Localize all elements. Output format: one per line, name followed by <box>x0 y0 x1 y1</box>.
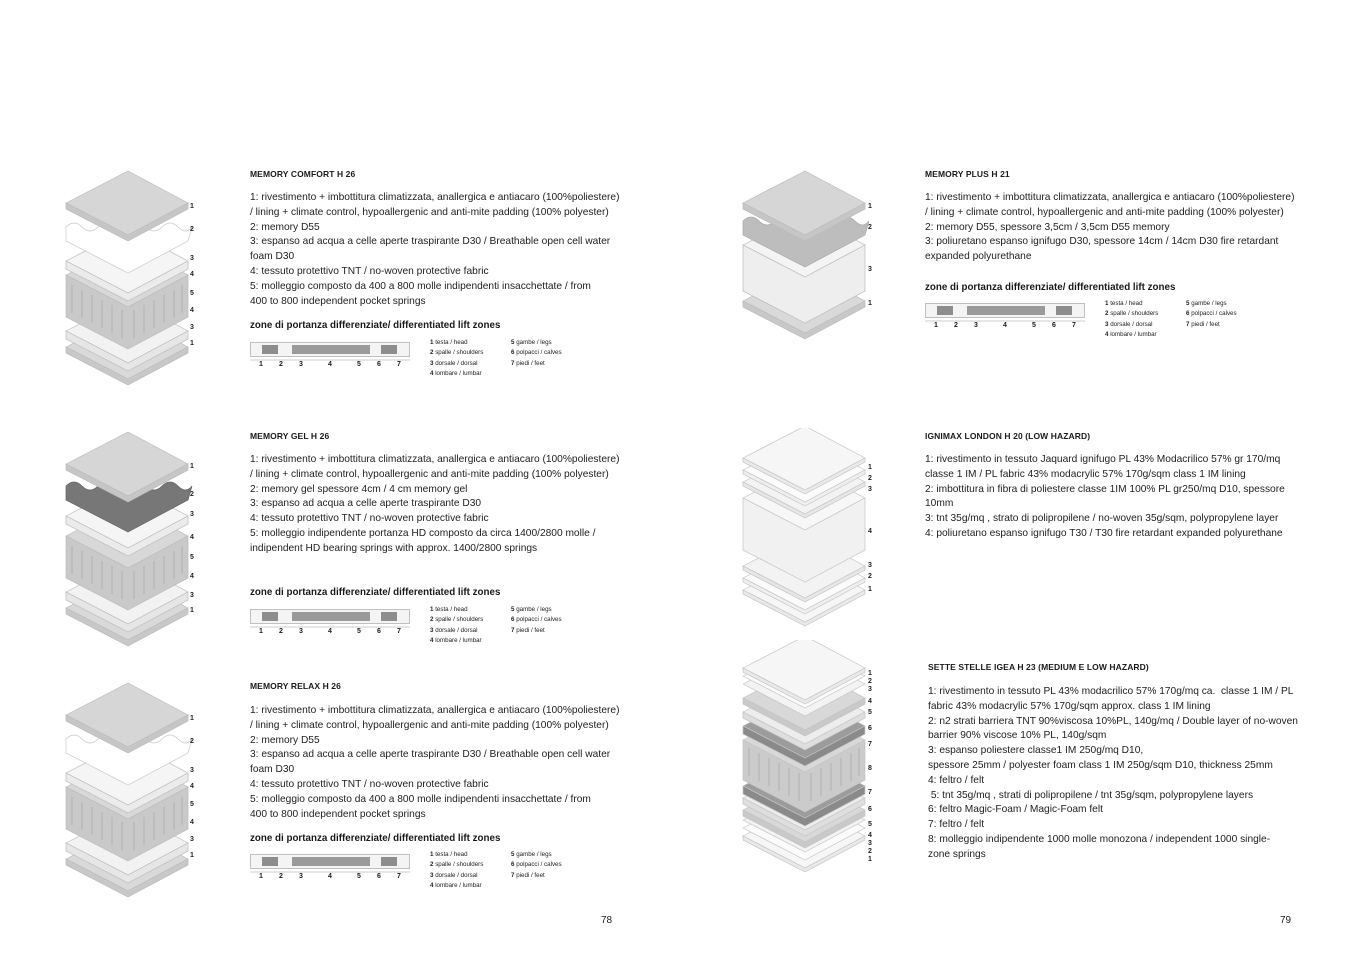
mattress-layers-illustration <box>735 640 885 872</box>
description-line: expanded polyurethane <box>925 251 1032 263</box>
description-line: 1: rivestimento + imbottitura climatizzata, anallergica e antiacaro (100%poliestere) <box>250 705 620 716</box>
description-line: 4: tessuto protettivo TNT / no-woven protective fabric <box>250 778 489 790</box>
description-line: 2: n2 strati barriera TNT 90%viscosa 10%PL, 140g/mq / Double layer of no-woven <box>928 715 1298 727</box>
layer-number: 1 <box>868 203 872 210</box>
description-line: 1: rivestimento + imbottitura climatizzata, anallergica e antiacaro (100%poliestere) <box>250 192 620 203</box>
product-description <box>250 704 630 822</box>
description-line: 400 to 800 independent pocket springs <box>250 295 426 307</box>
layer-number: 4 <box>190 307 194 314</box>
zone-number: 3 <box>974 322 978 329</box>
layer-number: 5 <box>868 821 872 828</box>
zone-number: 3 <box>299 873 303 880</box>
description-line: indipendent HD bearing springs with approx. 1400/2800 springs <box>250 542 538 554</box>
mattress-layers-illustration <box>58 426 208 648</box>
layer-number: 3 <box>190 592 194 599</box>
description-line: foam D30 <box>250 764 295 776</box>
description-line: 4: poliuretano espanso ignifugo T30 / T30 fire retardant expanded polyurethane <box>925 527 1283 539</box>
layer-number: 3 <box>190 324 194 331</box>
layer-number: 1 <box>190 607 194 614</box>
zones-title: zone di portanza differenziate/ differentiated lift zones <box>250 833 501 844</box>
layer-number: 2 <box>868 678 872 685</box>
product-title: MEMORY PLUS H 21 <box>925 169 1010 179</box>
layer-number: 3 <box>868 486 872 493</box>
description-line: 6: feltro Magic-Foam / Magic-Foam felt <box>928 804 1103 816</box>
description-line: 3: poliuretano espanso ignifugo D30, spessore 14cm / 14cm D30 fire retardant <box>925 236 1279 248</box>
description-line: 7: feltro / felt <box>928 819 985 831</box>
mattress-layers-illustration <box>58 165 208 387</box>
layer-number: 4 <box>190 783 194 790</box>
zone-number: 4 <box>328 628 332 635</box>
layer-number: 1 <box>190 852 194 859</box>
description-line: barrier 90% viscose 10% PL, 140g/sqm <box>928 730 1107 742</box>
zone-diagram: 1 2 3 4 5 6 7 1 testa / head 2 spalle / shoulders 3 dorsale / dorsal 4 lombare / lumbar 5 gambe / legs 6 polpacci / calves 7 piedi / feet <box>925 301 1255 345</box>
layer-number: 3 <box>868 266 872 273</box>
zone-diagram: 1 2 3 4 5 6 7 1 testa / head 2 spalle / shoulders 3 dorsale / dorsal 4 lombare / lumbar 5 gambe / legs 6 polpacci / calves 7 piedi / feet <box>250 340 580 384</box>
layer-number: 6 <box>868 806 872 813</box>
description-line: 1: rivestimento in tessuto PL 43% modacrilico 57% 170g/mq ca. classe 1 IM / PL <box>928 686 1294 697</box>
layer-number: 1 <box>190 203 194 210</box>
description-line: zone springs <box>928 848 986 860</box>
mattress-layers-illustration <box>735 428 885 628</box>
description-line: / lining + climate control, hypoallergenic and anti-mite padding (100% polyester) <box>250 719 609 731</box>
mattress-layers-illustration <box>58 677 208 899</box>
zone-number: 1 <box>259 873 263 880</box>
description-line: foam D30 <box>250 251 295 263</box>
layer-number: 2 <box>868 224 872 231</box>
layer-number: 4 <box>868 698 872 705</box>
mattress-layers-illustration <box>735 165 885 340</box>
description-line: 4: feltro / felt <box>928 774 985 786</box>
layer-number: 4 <box>190 573 194 580</box>
zone-number: 7 <box>397 873 401 880</box>
zone-number: 3 <box>299 361 303 368</box>
product-title: IGNIMAX LONDON H 20 (LOW HAZARD) <box>925 431 1091 441</box>
zone-number: 1 <box>934 322 938 329</box>
description-line: 1: rivestimento in tessuto Jaquard ignifugo PL 43% Modacrilico 57% gr 170/mq <box>925 454 1281 465</box>
layer-number: 1 <box>190 463 194 470</box>
description-line: / lining + climate control, hypoallergenic and anti-mite padding (100% polyester) <box>250 206 609 218</box>
layer-number: 1 <box>190 715 194 722</box>
zone-number: 4 <box>328 873 332 880</box>
zone-number: 7 <box>1072 322 1076 329</box>
description-line: 4: tessuto protettivo TNT / no-woven protective fabric <box>250 265 489 277</box>
description-line: 3: tnt 35g/mq , strato di polipropilene / no-woven 35g/sqm, polypropylene layer <box>925 513 1279 525</box>
product-description <box>925 191 1315 265</box>
layer-number: 1 <box>190 340 194 347</box>
layer-number: 4 <box>190 534 194 541</box>
layer-number: 1 <box>868 670 872 677</box>
zone-number: 5 <box>357 873 361 880</box>
layer-number: 5 <box>190 554 194 561</box>
description-line: 2: imbottitura in fibra di poliestere classe 1IM 100% PL gr250/mq D10, spessore <box>925 483 1285 495</box>
zone-number: 7 <box>397 628 401 635</box>
layer-number: 4 <box>190 271 194 278</box>
page-number-right: 79 <box>1280 915 1292 926</box>
zone-number: 5 <box>357 628 361 635</box>
description-line: 3: espanso ad acqua a celle aperte traspirante D30 <box>250 498 482 510</box>
layer-number: 2 <box>868 573 872 580</box>
layer-number: 3 <box>190 836 194 843</box>
zone-number: 7 <box>397 361 401 368</box>
zone-number: 2 <box>279 361 283 368</box>
layer-number: 6 <box>868 725 872 732</box>
layer-number: 1 <box>868 586 872 593</box>
layer-number: 5 <box>868 709 872 716</box>
product-description <box>250 191 630 309</box>
description-line: 5: tnt 35g/mq , strati di polipropilene / tnt 35g/sqm, polypropylene layers <box>928 789 1254 801</box>
description-line: 2: memory D55 <box>250 734 320 746</box>
zone-number: 4 <box>1003 322 1007 329</box>
layer-number: 3 <box>868 840 872 847</box>
layer-number: 3 <box>190 511 194 518</box>
layer-number: 5 <box>190 290 194 297</box>
description-line: 5: molleggio composto da 400 a 800 molle indipendenti insacchettate / from <box>250 793 591 805</box>
layer-number: 5 <box>190 801 194 808</box>
layer-number: 7 <box>868 741 872 748</box>
product-title: SETTE STELLE IGEA H 23 (MEDIUM E LOW HAZARD) <box>928 662 1149 672</box>
zones-title: zone di portanza differenziate/ differentiated lift zones <box>925 282 1176 293</box>
layer-number: 1 <box>868 856 872 863</box>
description-line: classe 1 IM / PL fabric 43% modacrylic 57% 170g/sqm class 1 IM lining <box>925 468 1246 480</box>
page-number-left: 78 <box>601 915 613 926</box>
zones-title: zone di portanza differenziate/ differentiated lift zones <box>250 587 501 598</box>
zone-number: 6 <box>377 628 381 635</box>
description-line: 3: espanso ad acqua a celle aperte traspirante D30 / Breathable open cell water <box>250 236 611 248</box>
description-line: 8: molleggio indipendente 1000 molle monozona / independent 1000 single- <box>928 833 1271 845</box>
zone-number: 5 <box>1032 322 1036 329</box>
layer-number: 2 <box>190 491 194 498</box>
zone-number: 4 <box>328 361 332 368</box>
layer-number: 7 <box>868 789 872 796</box>
layer-number: 4 <box>190 819 194 826</box>
description-line: 2: memory D55 <box>250 221 320 233</box>
layer-number: 2 <box>190 738 194 745</box>
description-line: 3: espanso poliestere classe1 IM 250g/mq D10, <box>928 745 1144 757</box>
zone-number: 2 <box>279 628 283 635</box>
layer-number: 1 <box>868 464 872 471</box>
zone-number: 6 <box>377 361 381 368</box>
description-line: 2: memory gel spessore 4cm / 4 cm memory gel <box>250 483 468 495</box>
layer-number: 1 <box>868 300 872 307</box>
zone-number: 1 <box>259 628 263 635</box>
description-line: 10mm <box>925 498 954 510</box>
layer-number: 3 <box>190 255 194 262</box>
description-line: 400 to 800 independent pocket springs <box>250 808 426 820</box>
layer-number: 2 <box>868 475 872 482</box>
zone-number: 6 <box>377 873 381 880</box>
product-title: MEMORY RELAX H 26 <box>250 681 341 691</box>
zone-diagram: 1 2 3 4 5 6 7 1 testa / head 2 spalle / shoulders 3 dorsale / dorsal 4 lombare / lumbar 5 gambe / legs 6 polpacci / calves 7 piedi / feet <box>250 607 580 651</box>
description-line: spessore 25mm / polyester foam class 1 IM 250g/sqm D10, thickness 25mm <box>928 759 1273 771</box>
zone-number: 3 <box>299 628 303 635</box>
description-line: / lining + climate control, hypoallergenic and anti-mite padding (100% polyester) <box>925 206 1284 218</box>
description-line: 3: espanso ad acqua a celle aperte traspirante D30 / Breathable open cell water <box>250 749 611 761</box>
zone-number: 5 <box>357 361 361 368</box>
product-title: MEMORY COMFORT H 26 <box>250 169 356 179</box>
description-line: / lining + climate control, hypoallergenic and anti-mite padding (100% polyester) <box>250 468 609 480</box>
product-description <box>250 453 630 557</box>
zone-diagram: 1 2 3 4 5 6 7 1 testa / head 2 spalle / shoulders 3 dorsale / dorsal 4 lombare / lumbar 5 gambe / legs 6 polpacci / calves 7 piedi / feet <box>250 852 580 896</box>
layer-number: 8 <box>868 765 872 772</box>
description-line: 4: tessuto protettivo TNT / no-woven protective fabric <box>250 513 489 525</box>
product-title: MEMORY GEL H 26 <box>250 431 330 441</box>
description-line: 5: molleggio composto da 400 a 800 molle indipendenti insacchettate / from <box>250 280 591 292</box>
layer-number: 2 <box>868 848 872 855</box>
layer-number: 4 <box>868 528 872 535</box>
layer-number: 3 <box>868 562 872 569</box>
description-line: 5: molleggio indipendente portanza HD composto da circa 1400/2800 molle / <box>250 527 596 539</box>
description-line: 1: rivestimento + imbottitura climatizzata, anallergica e antiacaro (100%poliestere) <box>250 454 620 465</box>
zone-number: 2 <box>954 322 958 329</box>
zone-number: 2 <box>279 873 283 880</box>
layer-number: 4 <box>868 832 872 839</box>
description-line: 2: memory D55, spessore 3,5cm / 3,5cm D55 memory <box>925 221 1170 233</box>
product-description <box>925 453 1315 542</box>
product-description <box>928 685 1318 863</box>
layer-number: 3 <box>190 767 194 774</box>
description-line: 1: rivestimento + imbottitura climatizzata, anallergica e antiacaro (100%poliestere) <box>925 192 1295 203</box>
zone-number: 1 <box>259 361 263 368</box>
zone-number: 6 <box>1052 322 1056 329</box>
layer-number: 3 <box>868 686 872 693</box>
zones-title: zone di portanza differenziate/ differentiated lift zones <box>250 320 501 331</box>
description-line: fabric 43% modacrylic 57% 170g/sqm approx. class 1 IM lining <box>928 700 1211 712</box>
layer-number: 2 <box>190 226 194 233</box>
